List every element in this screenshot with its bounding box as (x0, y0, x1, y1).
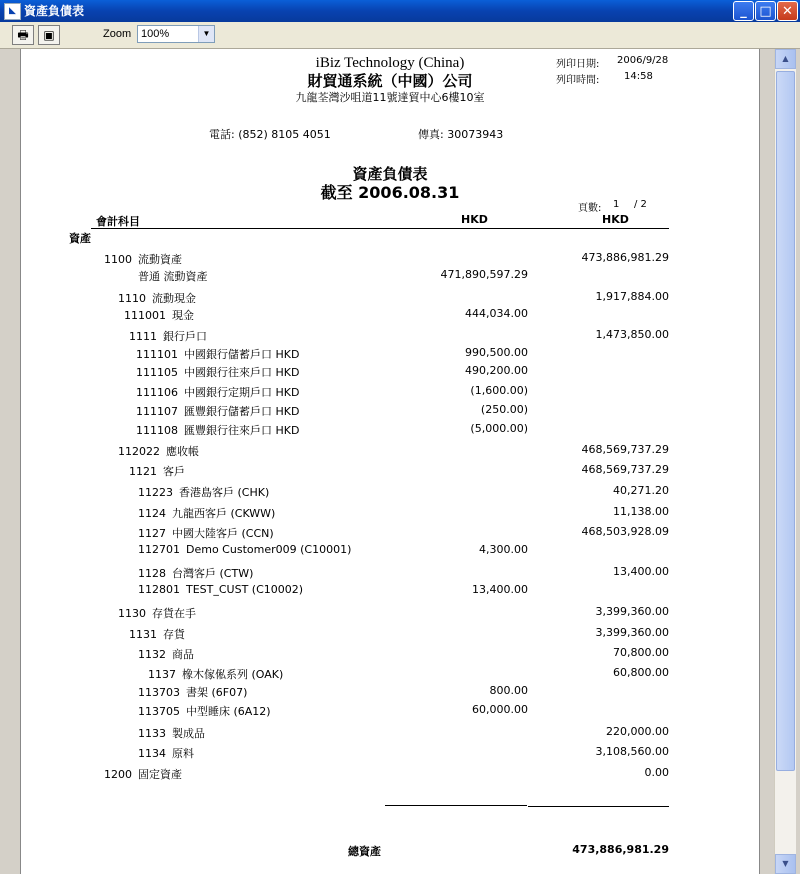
account-code: 11223 (138, 486, 173, 499)
account-total: 3,399,360.00 (595, 605, 669, 618)
account-label (118, 443, 199, 459)
account-code: 1200 (104, 768, 132, 781)
vertical-scrollbar[interactable] (774, 49, 796, 874)
close-button[interactable]: ✕ (777, 1, 798, 21)
account-code: 113703 (138, 686, 180, 699)
account-amount: (5,000.00) (470, 422, 528, 435)
account-code: 1124 (138, 507, 166, 520)
account-total: 473,886,981.29 (581, 251, 669, 264)
account-name: 固定資產 (138, 768, 182, 781)
account-code: 111105 (136, 366, 178, 379)
account-label (136, 403, 299, 419)
account-total: 70,800.00 (613, 646, 669, 659)
account-code: 1134 (138, 747, 166, 760)
account-code: 112701 (138, 543, 180, 556)
account-code: 1100 (104, 253, 132, 266)
account-name: 存貨在手 (152, 607, 196, 620)
minimize-button[interactable]: _ (733, 1, 754, 21)
account-label (136, 422, 299, 438)
account-total: 11,138.00 (613, 505, 669, 518)
account-code: 112801 (138, 583, 180, 596)
account-total: 1,917,884.00 (595, 290, 669, 303)
account-label (138, 745, 194, 761)
account-amount: (1,600.00) (470, 384, 528, 397)
account-code: 111108 (136, 424, 178, 437)
print-date-label: 列印日期: (556, 59, 600, 70)
account-label (138, 703, 271, 719)
account-name: 客戶 (163, 465, 185, 478)
scroll-thumb[interactable] (776, 71, 795, 771)
account-amount: 471,890,597.29 (440, 268, 528, 281)
account-label (104, 766, 182, 782)
account-name: 中國銀行儲蓄戶口 HKD (184, 348, 300, 361)
export-icon[interactable]: ▣ (38, 25, 60, 45)
report-page (20, 49, 760, 874)
account-name: 中國銀行定期戶口 HKD (184, 386, 300, 399)
account-label (148, 666, 283, 682)
account-label (138, 565, 253, 581)
account-name: 中型睡床 (6A12) (186, 705, 271, 718)
company-address: 九龍荃灣沙咀道11號達貿中心6樓10室 (295, 91, 485, 104)
account-total: 468,503,928.09 (581, 525, 669, 538)
account-name: 匯豐銀行儲蓄戶口 HKD (184, 405, 300, 418)
account-name: 存貨 (163, 628, 185, 641)
account-code: 113705 (138, 705, 180, 718)
page-number: 1 (613, 199, 620, 210)
account-label (124, 307, 194, 323)
account-label (136, 364, 299, 380)
account-name: 應收帳 (166, 445, 199, 458)
account-name: 中國銀行往來戶口 HKD (184, 366, 300, 379)
account-code: 1128 (138, 567, 166, 580)
account-total: 60,800.00 (613, 666, 669, 679)
account-label (104, 251, 182, 267)
total-line-total (528, 806, 669, 807)
account-code: 1131 (129, 628, 157, 641)
fax: 傳真: 30073943 (418, 128, 504, 141)
account-name: 銀行戶口 (163, 330, 207, 343)
account-code: 111001 (124, 309, 166, 322)
account-code: 111101 (136, 348, 178, 361)
account-code: 1127 (138, 527, 166, 540)
account-label (138, 543, 351, 556)
section-assets: 資產 (69, 232, 91, 245)
account-total: 13,400.00 (613, 565, 669, 578)
account-name: 香港島客戶 (CHK) (179, 486, 270, 499)
app-icon: ◣ (4, 3, 21, 20)
toolbar (0, 22, 800, 49)
account-label (118, 605, 196, 621)
column-hkd-total: HKD (602, 213, 629, 226)
zoom-value: 100% (141, 28, 170, 40)
account-name: 台灣客戶 (CTW) (172, 567, 254, 580)
account-amount: 800.00 (489, 684, 528, 697)
header-underline (91, 228, 669, 229)
account-total: 40,271.20 (613, 484, 669, 497)
print-icon[interactable]: 🖶 (12, 25, 34, 45)
account-label (129, 328, 207, 344)
chevron-down-icon[interactable]: ▼ (198, 26, 214, 42)
account-name: Demo Customer009 (C10001) (186, 543, 352, 556)
account-code: 1110 (118, 292, 146, 305)
zoom-label: Zoom (103, 28, 132, 40)
account-amount: 444,034.00 (465, 307, 528, 320)
window-title: 資產負債表 (24, 4, 85, 18)
zoom-select[interactable] (137, 25, 215, 43)
account-total: 3,108,560.00 (595, 745, 669, 758)
company-name-zh: 財貿通系統（中國）公司 (307, 72, 473, 90)
account-label (138, 725, 205, 741)
account-code: 111106 (136, 386, 178, 399)
account-total: 1,473,850.00 (595, 328, 669, 341)
account-total: 468,569,737.29 (581, 443, 669, 456)
account-amount: 4,300.00 (479, 543, 528, 556)
account-code: 111107 (136, 405, 178, 418)
report-date: 截至 2006.08.31 (320, 183, 460, 202)
account-label (129, 463, 185, 479)
total-line-amount (385, 805, 527, 806)
account-name: 流動現金 (152, 292, 196, 305)
account-amount: 60,000.00 (472, 703, 528, 716)
column-account: 會計科目 (96, 215, 140, 228)
account-amount: (250.00) (480, 403, 528, 416)
account-name: 商品 (172, 648, 194, 661)
account-name: 現金 (172, 309, 194, 322)
account-label (136, 384, 299, 400)
maximize-button[interactable]: □ (755, 1, 776, 21)
account-total: 468,569,737.29 (581, 463, 669, 476)
account-name: 原料 (172, 747, 194, 760)
print-date: 2006/9/28 (617, 55, 669, 66)
account-amount: 13,400.00 (472, 583, 528, 596)
account-total: 3,399,360.00 (595, 626, 669, 639)
account-label (138, 484, 269, 500)
account-label (138, 646, 194, 662)
total-assets-label: 總資產 (348, 845, 381, 858)
total-assets-value: 473,886,981.29 (572, 843, 669, 856)
account-code: 1132 (138, 648, 166, 661)
account-name: 書架 (6F07) (186, 686, 248, 699)
account-total: 220,000.00 (606, 725, 669, 738)
account-label (138, 583, 303, 596)
account-code: 1133 (138, 727, 166, 740)
page-total: / 2 (634, 199, 647, 210)
account-name: TEST_CUST (C10002) (186, 583, 304, 596)
account-name: 流動資產 (138, 253, 182, 266)
column-hkd-amount: HKD (461, 213, 488, 226)
account-code: 1137 (148, 668, 176, 681)
account-label (138, 505, 275, 521)
print-time: 14:58 (624, 71, 653, 82)
account-label (138, 268, 208, 284)
account-name: 中國大陸客戶 (CCN) (172, 527, 274, 540)
account-code: 1111 (129, 330, 157, 343)
account-code: 112022 (118, 445, 160, 458)
account-amount: 990,500.00 (465, 346, 528, 359)
account-code: 1130 (118, 607, 146, 620)
account-label (138, 684, 247, 700)
report-title: 資產負債表 (352, 165, 428, 183)
scroll-down-icon[interactable]: ▼ (775, 854, 796, 874)
account-label (129, 626, 185, 642)
account-name: 橡木傢俬系列 (OAK) (182, 668, 284, 681)
scroll-up-icon[interactable]: ▲ (775, 49, 796, 69)
account-name: 匯豐銀行往來戶口 HKD (184, 424, 300, 437)
company-name-en: iBiz Technology (China) (315, 55, 465, 71)
print-time-label: 列印時間: (556, 75, 600, 86)
account-label (118, 290, 196, 306)
account-total: 0.00 (644, 766, 669, 779)
account-name: 製成品 (172, 727, 205, 740)
account-label (136, 346, 299, 362)
account-amount: 490,200.00 (465, 364, 528, 377)
account-code: 1121 (129, 465, 157, 478)
account-name: 普通 流動資產 (138, 270, 208, 283)
account-name: 九龍西客戶 (CKWW) (172, 507, 276, 520)
page-label: 頁數: (578, 203, 602, 214)
account-label (138, 525, 274, 541)
telephone: 電話: (852) 8105 4051 (209, 128, 331, 141)
title-bar (0, 0, 800, 22)
